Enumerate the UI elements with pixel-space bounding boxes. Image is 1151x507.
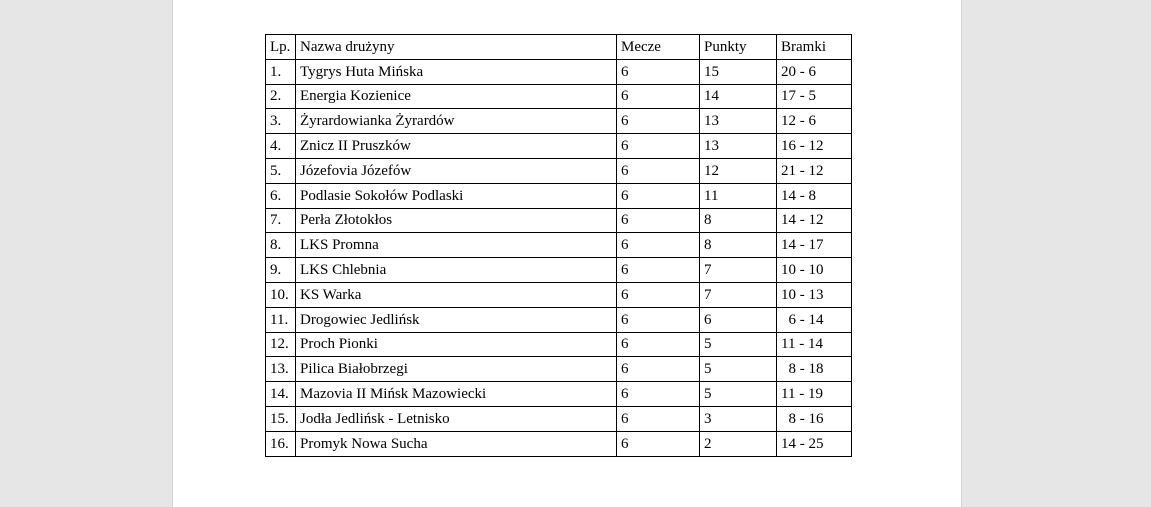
cell-matches: 6 [617,258,700,283]
cell-points: 5 [700,382,777,407]
cell-matches: 6 [617,406,700,431]
cell-position: 4. [266,134,296,159]
header-team-name: Nazwa drużyny [296,35,617,60]
cell-team-name: Mazovia II Mińsk Mazowiecki [296,382,617,407]
cell-team-name: Znicz II Pruszków [296,134,617,159]
cell-team-name: Podlasie Sokołów Podlaski [296,183,617,208]
cell-points: 2 [700,431,777,456]
cell-position: 1. [266,59,296,84]
cell-matches: 6 [617,233,700,258]
cell-goals: 11 - 14 [777,332,852,357]
cell-points: 12 [700,158,777,183]
cell-goals: 10 - 13 [777,282,852,307]
cell-team-name: LKS Chlebnia [296,258,617,283]
cell-team-name: LKS Promna [296,233,617,258]
cell-points: 5 [700,332,777,357]
cell-team-name: Józefovia Józefów [296,158,617,183]
cell-position: 8. [266,233,296,258]
cell-matches: 6 [617,109,700,134]
cell-matches: 6 [617,134,700,159]
table-header-row [266,35,852,60]
cell-points: 7 [700,282,777,307]
cell-matches: 6 [617,382,700,407]
cell-matches: 6 [617,158,700,183]
table-row [266,258,852,283]
cell-matches: 6 [617,59,700,84]
table-row [266,357,852,382]
cell-position: 5. [266,158,296,183]
header-lp: Lp. [266,35,296,60]
cell-matches: 6 [617,357,700,382]
cell-goals: 14 - 8 [777,183,852,208]
cell-points: 5 [700,357,777,382]
cell-points: 3 [700,406,777,431]
cell-position: 12. [266,332,296,357]
cell-points: 6 [700,307,777,332]
cell-position: 13. [266,357,296,382]
cell-points: 13 [700,109,777,134]
cell-goals: 20 - 6 [777,59,852,84]
table-row [266,332,852,357]
cell-goals: 14 - 25 [777,431,852,456]
cell-goals: 11 - 19 [777,382,852,407]
cell-goals: 12 - 6 [777,109,852,134]
cell-points: 15 [700,59,777,84]
cell-points: 11 [700,183,777,208]
cell-goals: 6 - 14 [777,307,852,332]
cell-position: 11. [266,307,296,332]
table-row [266,406,852,431]
table-row [266,382,852,407]
cell-team-name: Proch Pionki [296,332,617,357]
cell-matches: 6 [617,282,700,307]
cell-matches: 6 [617,84,700,109]
cell-goals: 14 - 17 [777,233,852,258]
cell-position: 9. [266,258,296,283]
cell-team-name: Jodła Jedlińsk - Letnisko [296,406,617,431]
cell-goals: 21 - 12 [777,158,852,183]
header-points: Punkty [700,35,777,60]
document-page [172,0,962,507]
cell-team-name: Tygrys Huta Mińska [296,59,617,84]
cell-points: 8 [700,233,777,258]
cell-points: 14 [700,84,777,109]
cell-position: 3. [266,109,296,134]
cell-position: 7. [266,208,296,233]
cell-matches: 6 [617,208,700,233]
cell-points: 8 [700,208,777,233]
cell-team-name: Promyk Nowa Sucha [296,431,617,456]
cell-matches: 6 [617,332,700,357]
table-row [266,307,852,332]
table-row [266,84,852,109]
header-goals: Bramki [777,35,852,60]
cell-position: 14. [266,382,296,407]
cell-position: 2. [266,84,296,109]
cell-goals: 10 - 10 [777,258,852,283]
cell-points: 13 [700,134,777,159]
table-row [266,59,852,84]
table-row [266,431,852,456]
cell-team-name: Energia Kozienice [296,84,617,109]
cell-goals: 14 - 12 [777,208,852,233]
cell-goals: 16 - 12 [777,134,852,159]
header-matches: Mecze [617,35,700,60]
cell-goals: 17 - 5 [777,84,852,109]
table-row [266,233,852,258]
cell-team-name: Żyrardowianka Żyrardów [296,109,617,134]
cell-position: 16. [266,431,296,456]
cell-matches: 6 [617,307,700,332]
table-row [266,134,852,159]
cell-team-name: KS Warka [296,282,617,307]
table-row [266,109,852,134]
cell-team-name: Perła Złotokłos [296,208,617,233]
cell-position: 6. [266,183,296,208]
cell-team-name: Drogowiec Jedlińsk [296,307,617,332]
cell-points: 7 [700,258,777,283]
cell-position: 10. [266,282,296,307]
cell-goals: 8 - 18 [777,357,852,382]
table-row [266,282,852,307]
standings-table [265,34,852,457]
table-row [266,183,852,208]
table-row [266,158,852,183]
table-row [266,208,852,233]
cell-goals: 8 - 16 [777,406,852,431]
cell-position: 15. [266,406,296,431]
cell-matches: 6 [617,183,700,208]
cell-matches: 6 [617,431,700,456]
cell-team-name: Pilica Białobrzegi [296,357,617,382]
